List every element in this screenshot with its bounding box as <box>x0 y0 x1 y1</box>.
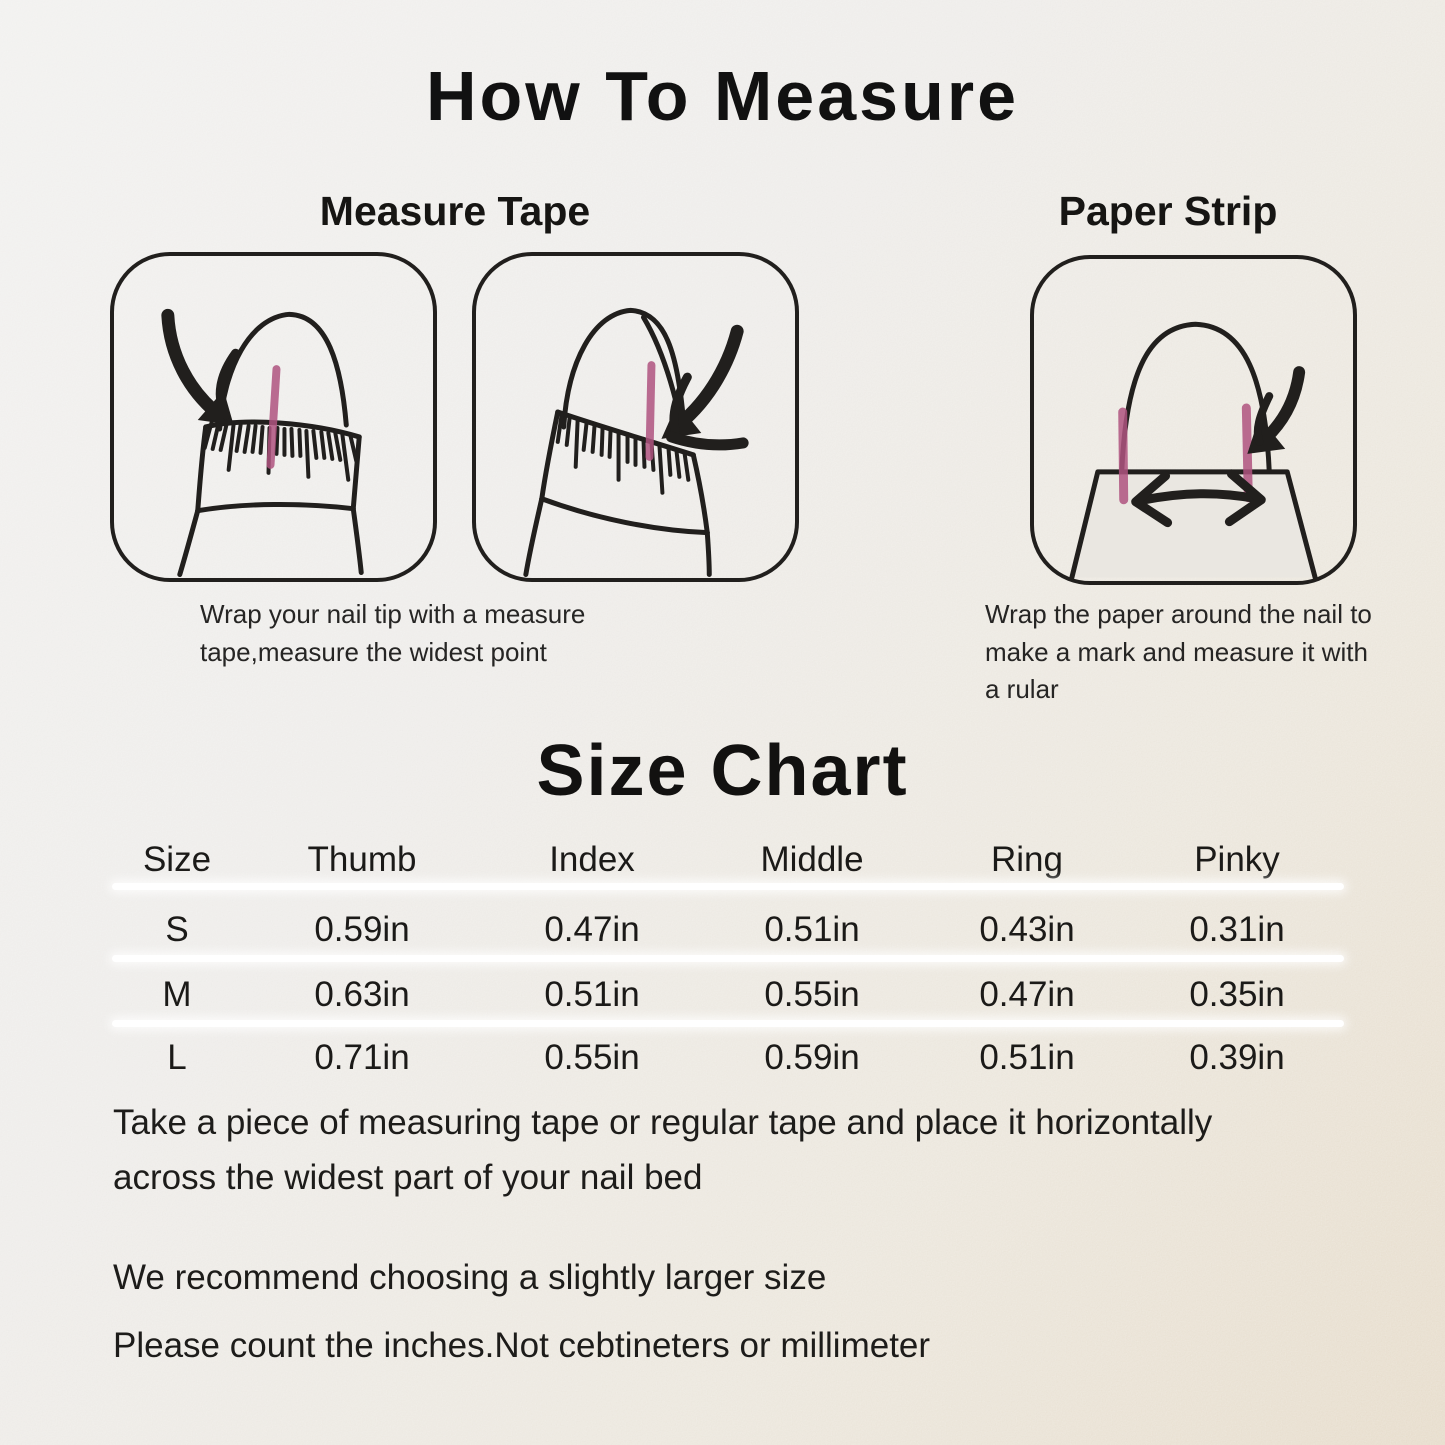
finger-with-tape-illustration <box>114 256 433 578</box>
cell-thumb: 0.63in <box>314 975 410 1014</box>
paper-strip-diagram <box>1030 255 1357 585</box>
left-mark <box>1123 412 1124 500</box>
table-row-size-s <box>112 905 1344 955</box>
table-divider <box>112 955 1344 962</box>
column-header-pinky: Pinky <box>1194 840 1280 879</box>
table-row-size-l <box>112 1033 1344 1083</box>
cell-middle: 0.51in <box>764 910 860 949</box>
cell-size: S <box>165 910 189 949</box>
cell-index: 0.51in <box>544 975 640 1014</box>
paper-strip-caption: Wrap the paper around the nail to make a mark and measure it with a rular <box>985 599 1372 705</box>
cell-pinky: 0.31in <box>1189 910 1285 949</box>
size-chart-table <box>112 838 1344 1090</box>
column-header-index: Index <box>549 840 635 879</box>
cell-thumb: 0.71in <box>314 1038 410 1077</box>
cell-ring: 0.47in <box>979 975 1075 1014</box>
cell-pinky: 0.39in <box>1189 1038 1285 1077</box>
cell-thumb: 0.59in <box>314 910 410 949</box>
paper-strip-shape <box>1072 472 1315 578</box>
cell-ring: 0.43in <box>979 910 1075 949</box>
pointer-arrow-icon <box>168 315 236 425</box>
size-recommendation-note: We recommend choosing a slightly larger size <box>113 1258 827 1297</box>
paper-strip-heading: Paper Strip <box>1058 188 1278 234</box>
column-header-ring: Ring <box>991 840 1063 879</box>
cell-size: L <box>167 1038 187 1077</box>
cell-middle: 0.59in <box>764 1038 860 1077</box>
measure-tape-caption: Wrap your nail tip with a measure tape,measure the widest point <box>200 599 586 667</box>
cell-size: M <box>162 975 192 1014</box>
column-header-middle: Middle <box>760 840 864 879</box>
column-header-size: Size <box>142 840 212 879</box>
table-row-size-m <box>112 970 1344 1020</box>
cell-middle: 0.55in <box>764 975 860 1014</box>
size-chart-title: Size Chart <box>536 731 909 811</box>
units-note: Please count the inches.Not cebtineters or millimeter <box>113 1326 931 1366</box>
measure-tape-diagram-2 <box>472 252 799 582</box>
column-header-thumb: Thumb <box>307 840 417 879</box>
cell-index: 0.47in <box>544 910 640 949</box>
cell-ring: 0.51in <box>979 1038 1075 1077</box>
cell-pinky: 0.35in <box>1189 975 1285 1014</box>
nail-width-mark <box>649 365 651 457</box>
table-divider <box>112 883 1344 890</box>
page-title: How To Measure <box>425 57 1019 135</box>
measure-tape-diagram-1 <box>110 252 437 582</box>
table-divider <box>112 1020 1344 1027</box>
finger-with-tape-illustration <box>476 256 795 578</box>
bottom-notes <box>113 1250 1363 1387</box>
measure-tape-heading: Measure Tape <box>319 188 591 234</box>
tape-placement-note: Take a piece of measuring tape or regular tape and place it horizontally across the widest part of your nail bed <box>113 1103 1213 1198</box>
size-chart-header-row <box>112 838 1344 882</box>
nail-with-paper-strip-illustration <box>1034 259 1353 581</box>
cell-index: 0.55in <box>544 1038 640 1077</box>
